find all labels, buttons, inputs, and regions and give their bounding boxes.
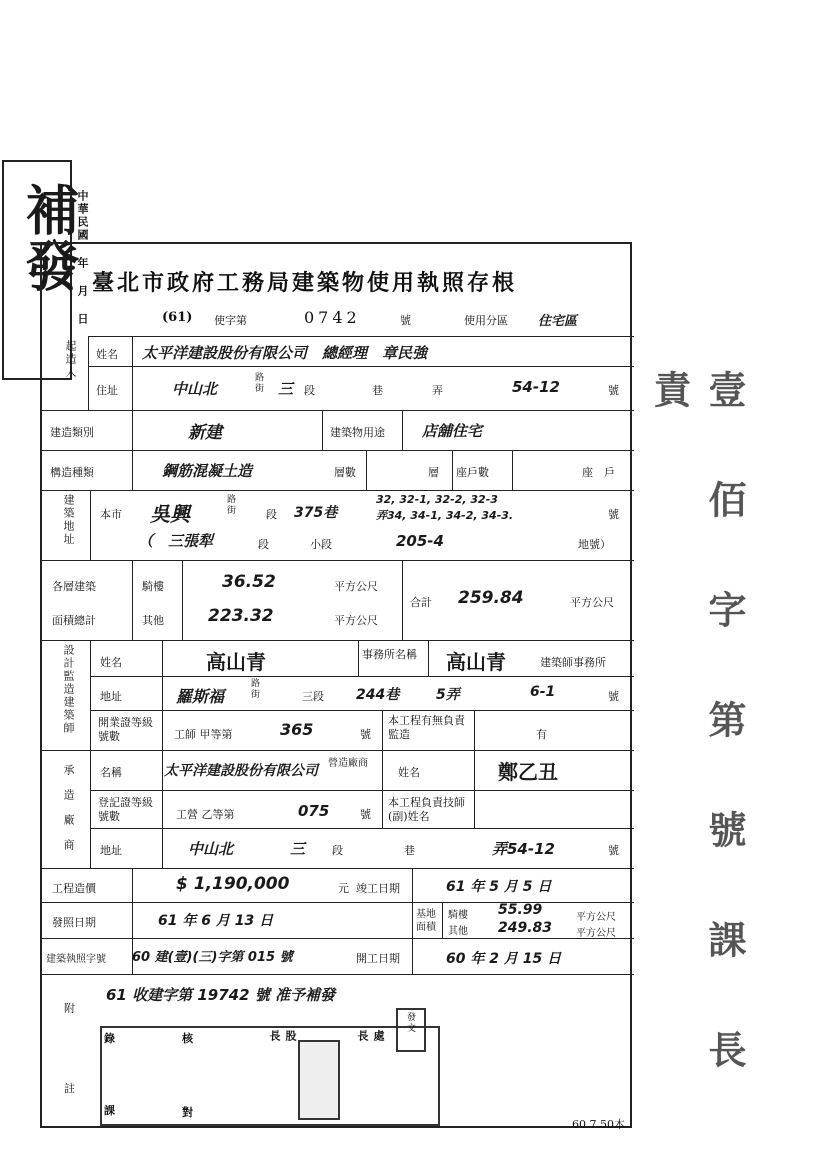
architect-license-value: 365 [280,720,314,739]
completion-label: 竣工日期 [356,882,400,895]
contractor-addr-seg: 三 [290,840,306,858]
applicant-addr-label: 住址 [96,384,118,397]
architect-group-label: 設計監造建築師 [62,644,75,735]
contractor-reg-prefix: 工營 乙等第 [176,808,235,821]
architect-office-value: 高山青 [446,650,506,674]
site-land-number-unit: 地號） [578,538,611,551]
applicant-addr-road: 中山北 [172,380,218,398]
site-road-word: 路街 [225,494,235,516]
contractor-addr-label: 地址 [100,844,122,857]
contractor-addr-lane: 巷 [404,844,415,857]
sign-label-4: 處長 [356,1030,385,1089]
site-subsection: 小段 [310,538,332,551]
households-label: 座戶數 [456,466,489,479]
contractor-engineer-label: 本工程負責技師(副)姓名 [388,796,465,823]
zone-label: 使用分區 [464,314,508,327]
applicant-addr-seg: 三 [278,380,294,398]
contractor-name-value: 太平洋建設股份有限公司 [164,763,318,779]
total-area-label: 合計 [410,596,432,609]
contractor-person-label: 姓名 [398,766,420,779]
floors-label: 層數 [334,466,356,479]
footer-text: 60.7.50本 [572,1118,625,1131]
applicant-lane: 巷 [372,384,383,397]
remarks-value: 61 收建字第 19742 號 准予補發 [106,986,335,1004]
arcade-label: 騎樓 [142,580,164,593]
date-vertical-label: 中華民國 年 月 日 [76,190,89,326]
base-arcade-unit: 平方公尺 [576,912,616,923]
site-group-label: 建築地址 [62,494,75,546]
site-num-unit: 號 [608,508,619,521]
applicant-name-label: 姓名 [96,348,118,361]
total-area-unit: 平方公尺 [570,596,614,609]
applicant-alley: 弄 [432,384,443,397]
supervise-value: 有 [536,728,547,741]
architect-license-unit: 號 [360,728,371,741]
license-number: 0742 [304,308,361,327]
base-arcade-label: 騎樓 [448,910,468,921]
permit-value: 60 建(壹)(三)字第 015 號 [132,950,293,965]
architect-office-label: 事務所名稱 [362,648,417,661]
total-area-value: 259.84 [458,588,524,608]
applicant-num-unit: 號 [608,384,619,397]
households-unit: 座 戶 [582,466,615,479]
base-arcade-value: 55.99 [498,902,543,918]
supervise-label: 本工程有無負責監造 [388,714,465,741]
architect-office-suffix: 建築師事務所 [540,656,606,669]
architect-addr-seg: 三段 [302,690,324,703]
contractor-reg-unit: 號 [360,808,371,821]
site-city: 本市 [100,508,122,521]
start-label: 開工日期 [356,952,400,965]
sign-label-1: 錄 [104,1032,115,1045]
signature-stamp [298,1040,340,1120]
other-area-unit: 平方公尺 [334,614,378,627]
license-unit: 號 [400,314,411,327]
base-other-value: 249.83 [498,920,553,936]
license-year: (61) [162,310,193,325]
cost-unit: 元 [338,882,349,895]
contractor-addr-seg-unit: 段 [332,844,343,857]
floors-unit: 層 [428,466,439,479]
form-title: 臺北市政府工務局建築物使用執照存根 [92,270,518,296]
issue-seal-text: 發文 [405,1012,415,1034]
architect-name-label: 姓名 [100,656,122,669]
site-land-section: （ 三張犁 [138,532,214,550]
contractor-name-label: 名稱 [100,766,122,779]
site-land-number: 205-4 [396,532,444,550]
structure-type-value: 鋼筋混凝土造 [162,462,253,480]
base-area-label: 基地面積 [416,909,436,933]
cost-value: $ 1,190,000 [176,874,290,894]
building-use-label: 建築物用途 [330,426,385,439]
site-seg: 段 [266,508,277,521]
remarks-label: 附 [64,1002,75,1015]
construction-type-label: 建造類別 [50,426,94,439]
architect-addr-road-word: 路街 [249,678,259,700]
area-label-2: 面積總計 [52,614,96,627]
completion-value: 61 年 5 月 5 日 [446,879,552,895]
arcade-value: 36.52 [222,572,276,592]
building-use-value: 店舖住宅 [422,422,483,440]
start-value: 60 年 2 月 15 日 [446,951,562,967]
contractor-addr-road: 中山北 [188,840,234,858]
architect-license-prefix: 工師 甲等第 [174,728,233,741]
architect-addr-num: 6-1 [530,684,556,700]
applicant-addr-num: 54-12 [512,378,560,396]
base-other-unit: 平方公尺 [576,928,616,939]
license-form [40,242,632,1128]
structure-type-label: 構造種類 [50,466,94,479]
applicant-group-label: 起造人 [64,340,77,379]
architect-addr-label: 地址 [100,690,122,703]
sign-label-2: 核 [182,1032,193,1045]
architect-license-label: 開業證等級號數 [98,716,153,743]
sign-label-5: 課 [104,1104,115,1117]
architect-name-value: 高山青 [206,650,266,674]
permit-label: 建築執照字號 [46,954,106,965]
contractor-reg-label: 登記證等級號數 [98,796,153,823]
site-lane: 375巷 [294,505,338,521]
applicant-seg-unit: 段 [304,384,315,397]
zone-value: 住宅區 [538,314,578,329]
other-area-label: 其他 [142,614,164,627]
contractor-name-suffix: 營造廠商 [328,758,368,769]
sign-label-6: 對 [182,1106,193,1119]
issue-value: 61 年 6 月 13 日 [158,913,274,929]
issue-seal [396,1008,426,1052]
cost-label: 工程造價 [52,882,96,895]
architect-addr-alley: 5弄 [436,687,460,703]
contractor-reg-value: 075 [298,802,330,820]
architect-addr-lane: 244巷 [356,687,400,703]
sign-label-3: 股長 [268,1030,297,1089]
remarks-label-2: 註 [64,1082,75,1095]
license-word: 使字第 [214,314,247,327]
base-other-label: 其他 [448,926,468,937]
contractor-addr-num: 弄54-12 [492,840,555,858]
site-land-section-unit: 段 [258,538,269,551]
reissue-stamp-text: 補發 [17,182,80,294]
architect-num-unit: 號 [608,690,619,703]
applicant-name-value: 太平洋建設股份有限公司 總經理 章民強 [142,344,428,362]
arcade-unit: 平方公尺 [334,580,378,593]
applicant-road-word: 路街 [253,372,263,394]
architect-addr-road: 羅斯福 [176,687,225,706]
other-area-value: 223.32 [208,606,274,626]
site-alley: 32, 32-1, 32-2, 32-3 弄34, 34-1, 34-2, 34-3. [376,493,514,522]
construction-type-value: 新建 [188,423,222,443]
contractor-person-value: 鄭乙丑 [498,760,558,784]
contractor-num-unit: 號 [608,844,619,857]
contractor-group-label: 承造廠商 [62,764,75,864]
right-margin-text: 壹 佰 字 第 號 課 長 責 [647,370,746,1082]
site-road: 吳興 [150,502,190,526]
area-label-1: 各層建築 [52,580,96,593]
issue-label: 發照日期 [52,916,96,929]
